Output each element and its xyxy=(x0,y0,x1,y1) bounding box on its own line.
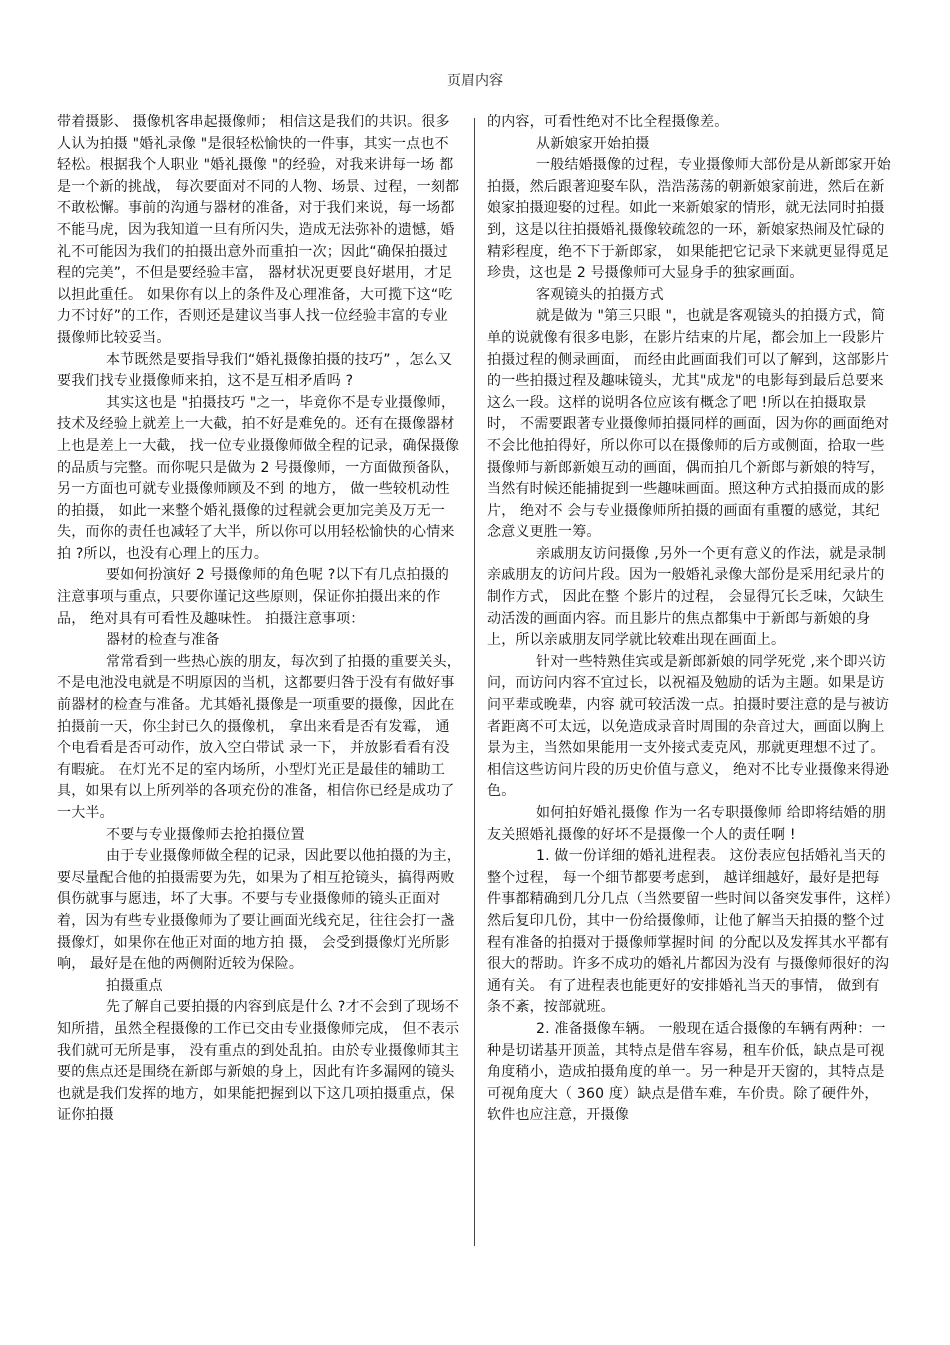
paragraph: 要如何扮演好 2 号摄像师的角色呢 ?以下有几点拍摄的注意事项与重点，只要你谨记这些原则，保证你拍摄出来的作品， 绝对具有可看性及趣味性。 拍摄注意事项： xyxy=(57,567,450,627)
paragraph: 就是做为 "第三只眼 "，也就是客观镜头的拍摄方式，简单的说就像有很多电影，在影片结束的片尾，都会加上一段影片拍摄过程的侧录画面， 而经由此画面我们可以了解到，这部影片的一些拍摄过程及趣味镜头，尤其"成龙"的电影每到最后总要来这么一段。这样的说明各位应该有概念了吧 !所以在拍摄取景时， 不需要跟著专业摄像师拍摄同样的画面，因为你的画面绝对不会比他拍得好，所以你可以在摄像师的后方或侧面，拾取一些摄像师与新郎新娘互动的画面，偶而拍几个新郎与新娘的特写，当然有时候还能捕捉到一些趣味画面。照这种方式拍摄而成的影片， 绝对不 会与专业摄像师所拍摄的画面有重覆的感觉，其纪念意义更胜一筹。 xyxy=(487,308,890,541)
paragraph: 本节既然是要指导我们“婚礼摄像拍摄的技巧” ，怎么又要我们找专业摄像师来拍，这不是互相矛盾吗 ? xyxy=(57,351,453,390)
paragraph: 的内容，可看性绝对不比全程摄像差。 xyxy=(487,114,729,130)
section-heading: 器材的检查与准备 xyxy=(106,632,220,649)
right-column xyxy=(487,112,892,1127)
paragraph: 针对一些特熟佳宾或是新郎新娘的同学死党 ,来个即兴访问，而访问内容不宜过长，以祝福及勉励的话为主题。如果是访问平辈或晚辈，内容 就可较活泼一点。拍摄时要注意的是与被访者距离不可太远，以免造成录音时周围的杂音过大，画面以胸上景为主，当然如果能用一支外接式麦克风，那就更理想不过了。相信这些访问片段的历史价值与意义， 绝对不比专业摄像来得逊色。 xyxy=(487,653,890,800)
paragraph: 其实这也是 "拍摄技巧 "之一，毕竟你不是专业摄像师，技术及经验上就差上一大截，拍不好是难免的。还有在摄像器材上也是差上一大截， 找一位专业摄像师做全程的记录，确保摄像的品质与完整。而你呢只是做为 2 号摄像师，一方面做预备队，另一方面也可就专业摄像师顾及不到 的地方， 做一些较机动性的拍摄， 如此一来整个婚礼摄像的过程就会更加完美及万无一失，而你的责任也减轻了大半，所以你可以用轻松愉快的心情来拍 ?所以，也没有心理上的压力。 xyxy=(57,394,460,562)
left-column xyxy=(57,112,462,1127)
paragraph: 一般结婚摄像的过程，专业摄像师大部份是从新郎家开始拍摄，然后跟著迎娶车队，浩浩荡荡的朝新娘家前进，然后在新娘家拍摄迎娶的过程。如此一来新娘家的情形，就无法同时拍摄到，这是以往拍摄婚礼摄像较疏忽的一环，新娘家热闹及忙碌的精彩程度，绝不下于新郎家， 如果能把它记录下来就更显得觅足珍贵，这也是 2 号摄像师可大显身手的独家画面。 xyxy=(487,157,891,282)
paragraph: 先了解自己要拍摄的内容到底是什么 ?才不会到了现场不知所措，虽然全程摄像的工作已交由专业摄像师完成， 但不表示我们就可无所是事， 没有重点的到处乱拍。由於专业摄像师其主要的焦点还是围绕在新郎与新娘的身上，因此有许多漏网的镜头也就是我们发挥的地方，如果能把握到以下这几项拍摄重点，保证你拍摄 xyxy=(57,999,460,1124)
numbered-paragraph: 1. 做一份详细的婚礼进程表。 这份表应包括婚礼当天的整个过程， 每一个细节都要考虑到， 越详细越好，最好是把每件事都精确到几分几点（当然要留一些时间以备突发事件，这样）然后复印几份，其中一份给摄像师，让他了解当天拍摄的整个过程有准备的拍摄对于摄像师掌握时间 的分配以及发挥其水平都有很大的帮助。许多不成功的婚礼片都因为没有 与摄像师很好的沟通有关。 有了进程表也能更好的安排婚礼当天的事情， 做到有条不紊，按部就班。 xyxy=(487,848,892,1016)
section-heading: 拍摄重点 xyxy=(106,977,163,994)
column-divider xyxy=(474,118,475,1246)
paragraph: 由于专业摄像师做全程的记录，因此要以他拍摄的为主，要尽量配合他的拍摄需要为先，如果为了相互抢镜头，搞得两败俱伤就事与愿违，坏了大事。不要与专业摄像师的镜头正面对着，因为有些专业摄像师为了要让画面光线充足，往往会打一盏摄像灯，如果你在他正对面的地方拍 摄， 会受到摄像灯光所影响， 最好是在他的两侧附近较为保险。 xyxy=(57,848,461,973)
paragraph: 常常看到一些热心族的朋友，每次到了拍摄的重要关头，不是电池没电就是不明原因的当机，这都要归咎于没有有做好事前器材的检查与准备。尤其婚礼摄像是一项重要的摄像，因此在拍摄前一天，你尘封已久的摄像机， 拿出来看是否有发霉， 通个电看看是否可动作，放入空白带试 录一下， 并放影看看有没有暇疵。 在灯光不足的室内场所，小型灯光正是最佳的辅助工具，如果有以上所列举的各项充份的准备，相信你已经是成功了一大半。 xyxy=(57,653,461,821)
paragraph: 亲戚朋友访问摄像 ,另外一个更有意义的作法，就是录制亲戚朋友的访问片段。因为一般婚礼录像大部份是采用纪录片的制作方式， 因此在整 个影片的过程， 会显得冗长乏味，欠缺生动活泼的画面内容。而且影片的焦点都集中于新郎与新娘的身上，所以亲戚朋友同学就比较难出现在画面上。 xyxy=(487,545,887,649)
section-heading: 客观镜头的拍摄方式 xyxy=(536,286,664,303)
page-header: 页眉内容 xyxy=(447,73,503,89)
numbered-paragraph: 2. 准备摄像车辆。 一般现在适合摄像的车辆有两种：一种是切诺基开顶盖，其特点是借车容易，租车价低，缺点是可视角度稍小，造成拍摄角度的单一。另一种是开天窗的，其特点是可视角度大（ 360 度）缺点是借车难，车价贵。除了硬件外，软件也应注意，开摄像 xyxy=(487,1020,886,1124)
paragraph: 如何拍好婚礼摄像 作为一名专职摄像师 给即将结婚的朋友关照婚礼摄像的好坏不是摄像一个人的责任啊 ! xyxy=(487,805,887,843)
paragraph: 带着摄影、 摄像机客串起摄像师； 相信这是我们的共识。很多人认为拍摄 "婚礼录像 "是很轻松愉快的一件事，其实一点也不轻松。根据我个人职业 "婚礼摄像 "的经验，对我来讲每一场 都是一个新的挑战， 每次要面对不同的人物、场景、过程，一刻都不敢松懈。事前的沟通与器材的准备，对于我们来说，每一场都不能马虎，因为我知道一旦有所闪失，造成无法弥补的遗憾，婚礼不可能因为我们的拍摄出意外而重拍一次；因此“确保拍摄过程的完美”，不但是要经验丰富， 器材状况更要良好堪用，才足以担此重任。 如果你有以上的条件及心理准备，大可揽下这“吃力不讨好”的工作，否则还是建议当事人找一位经验丰富的专业摄像师比较妥当。 xyxy=(57,114,460,346)
section-heading: 从新娘家开始拍摄 xyxy=(536,135,650,152)
section-heading: 不要与专业摄像师去抢拍摄位置 xyxy=(106,826,305,843)
